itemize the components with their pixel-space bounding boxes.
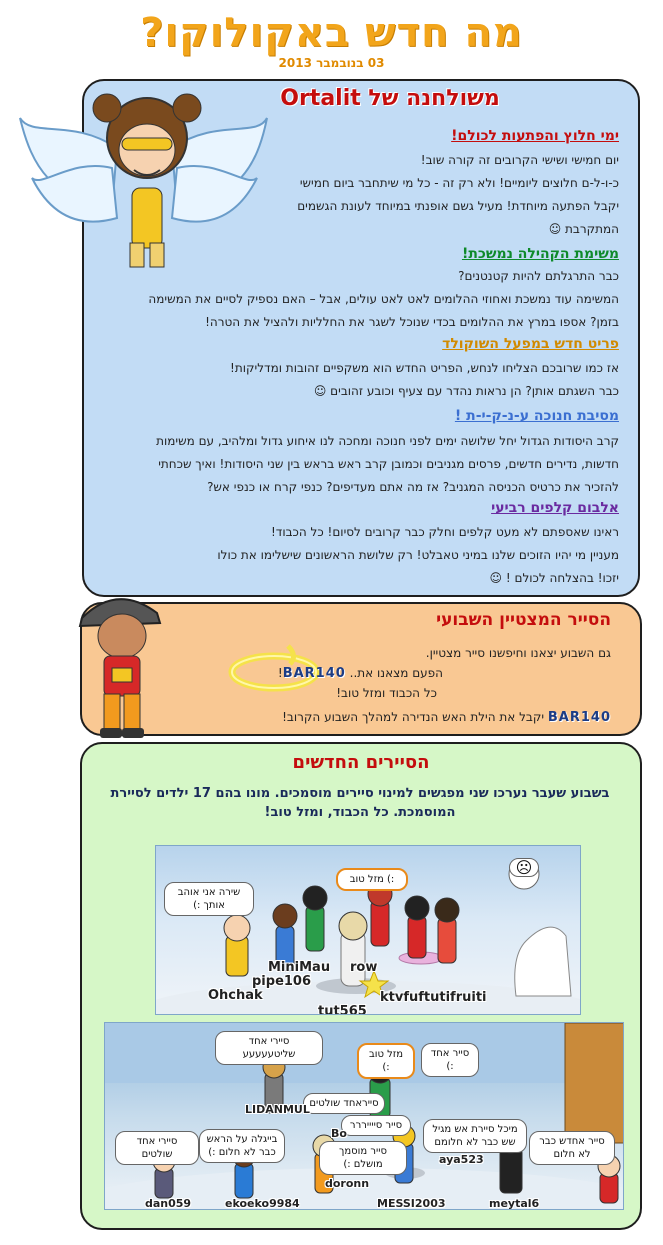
chat-bubble: סיירי אחד שליטעעעעע	[215, 1031, 323, 1065]
weekly-guide-line2	[278, 666, 443, 681]
game-screenshot-ceremony-1	[155, 845, 581, 1015]
text-line: מעניין מי יהיו הזוכים שלנו במיני טאבלט! רק שלושת הראשונים שישלימו את כולו	[217, 548, 619, 562]
winner-name-repeat: BAR140	[547, 710, 611, 725]
text-line: חדשות, נדירים חדשים, פרסים מגניבים וכמובן קרב ראש בראש בין שני היסודות! ואיך שכחתי	[158, 457, 619, 471]
section-heading-chocolate-factory: פריט חדש במפעל השוקולד	[442, 336, 619, 352]
section-heading-community-mission: משימת הקהילה נמשכת!	[461, 246, 619, 262]
chat-bubble: בייגלה על הראש כבר לא חלום :)	[199, 1129, 285, 1163]
sad-face-bubble: ☹	[509, 858, 539, 877]
text-line: יזכו! בהצלחה לכולם ! ☺	[489, 571, 619, 585]
username-label: tut565	[318, 1004, 367, 1015]
chat-bubble: סיירי אחד שולטים	[115, 1131, 199, 1165]
weekly-guide-line1: גם השבוע יצאנו וחיפשנו סייר מצטיין.	[425, 646, 611, 660]
boy-character-image	[72, 588, 172, 743]
text-line: כבר התרגלתם להיות קטנטנים?	[458, 269, 619, 283]
text-line: להזכיר את כרטיס הכניסה המגניב? אז מה אתם מעדיפים? כנפי קרח או כנפי אש?	[207, 480, 619, 494]
table-section-title: משולחנה של Ortalit	[280, 86, 500, 111]
chat-bubble: סייר מוסמך מושלם :)	[319, 1141, 407, 1175]
chat-bubble: שירה אני אוהב אותך :)	[164, 882, 254, 916]
text-line: בזמן? אספו במרץ את ההלומים בכדי שנוכל לשגר את החלליות ולהציל את הטרה!	[205, 315, 619, 329]
new-guides-description: בשבוע שעבר נערכו שני מפגשים למינוי סיירים מוסמכים. מונו בהם 17 ילדים לסיירת המוסמכת. כל הכבוד, ומזל טוב!	[110, 786, 610, 820]
chat-bubble: סייר אחדש כבר לא חלום	[529, 1131, 615, 1165]
username-label: row	[350, 960, 378, 975]
username-label: ktvfuftutifruiti	[380, 990, 487, 1005]
username-label: Bo	[331, 1127, 347, 1140]
section-heading-hanukkah-party: מסיבת חנוכה ע-נ-ק-י-ת !	[454, 408, 619, 424]
chat-bubble: סייראחד שולטים	[303, 1093, 385, 1114]
text-line: המתקרבת ☺	[548, 222, 619, 236]
text-line: כבר השגתם אותן? הן נראות נהדר עם צעיף וכובע זהובים ☺	[313, 384, 619, 398]
text-line: ראינו שאספתם לא מעט קלפים וחלק כבר קרובים לסיום! כל הכבוד!	[270, 525, 619, 539]
weekly-guide-line4-text: יקבל את הילת האש הנדירה למהלך השבוע הקרוב!	[282, 710, 545, 724]
section-heading-pioneer-days: ימי חלוץ והפתעות לכולם!	[451, 128, 619, 144]
game-screenshot-ceremony-2	[104, 1022, 624, 1210]
chat-bubble: סייר סייייררר	[341, 1115, 411, 1136]
weekly-guide-line2-suffix: !	[277, 666, 283, 680]
username-label: doronn	[325, 1177, 370, 1190]
weekly-guide-title: הסייר המצטיין השבועי	[436, 610, 611, 630]
username-label: meytal6	[489, 1197, 540, 1210]
new-guides-title: הסיירים החדשים	[292, 752, 430, 773]
username-label: MiniMau	[268, 960, 331, 975]
text-line: קרב היסודות הגדול יחל שלושה ימים לפני חנוכה ומחכה לנו איחוע גדול ומלהיב, עם משימות	[156, 434, 619, 448]
weekly-guide-line2-prefix: הפעם מצאנו את..	[349, 666, 443, 680]
weekly-guide-line4	[282, 710, 611, 725]
page-title: מה חדש באקולוקו?	[140, 10, 523, 56]
winner-name: BAR140	[282, 666, 346, 681]
section-heading-card-album: אלבום קלפים רביעי	[491, 500, 619, 516]
chat-bubble: מזל טוב :)	[357, 1043, 415, 1079]
text-line: אז כמו שרובכם הצליחו לנחש, הפריט החדש הוא משקפיים זהובות ומדליקות!	[230, 361, 619, 375]
username-label: aya523	[439, 1153, 484, 1166]
text-line: המשימה עוד נמשכת ואחוזי ההלומים לאט לאט עולים, אבל – האם נספיק לסיים את המשימה	[148, 292, 619, 306]
username-label: Ohchak	[208, 988, 263, 1003]
text-line: יקבל הפתעה מיוחדת! מעיל גשם אופנתי במיוחד לעונת הגשמים	[297, 199, 619, 213]
username-label: ekoeko9984	[225, 1197, 300, 1210]
chat-bubble: :) מזל טוב	[336, 868, 408, 891]
text-line: כ-ו-ל-ם חלוצים ליומיים! ולא רק זה - כל מי שיתחבר ביום חמישי	[299, 176, 619, 190]
username-label: pipe106	[252, 974, 312, 989]
chat-bubble: סייר אחד :)	[421, 1043, 479, 1077]
username-label: LIDANMUL	[245, 1103, 310, 1116]
username-label: dan059	[145, 1197, 192, 1210]
text-line: יום חמישי ושישי הקרובים זה קורה שוב!	[420, 153, 619, 167]
username-label: MESSI2003	[377, 1197, 446, 1210]
issue-date: 03 בנובמבר 2013	[278, 56, 385, 70]
chat-bubble: מיכל סיירת אש מגיל שש כבר לא חלומם	[423, 1119, 527, 1153]
weekly-guide-line3: כל הכבוד ומזל טוב!	[336, 686, 437, 700]
